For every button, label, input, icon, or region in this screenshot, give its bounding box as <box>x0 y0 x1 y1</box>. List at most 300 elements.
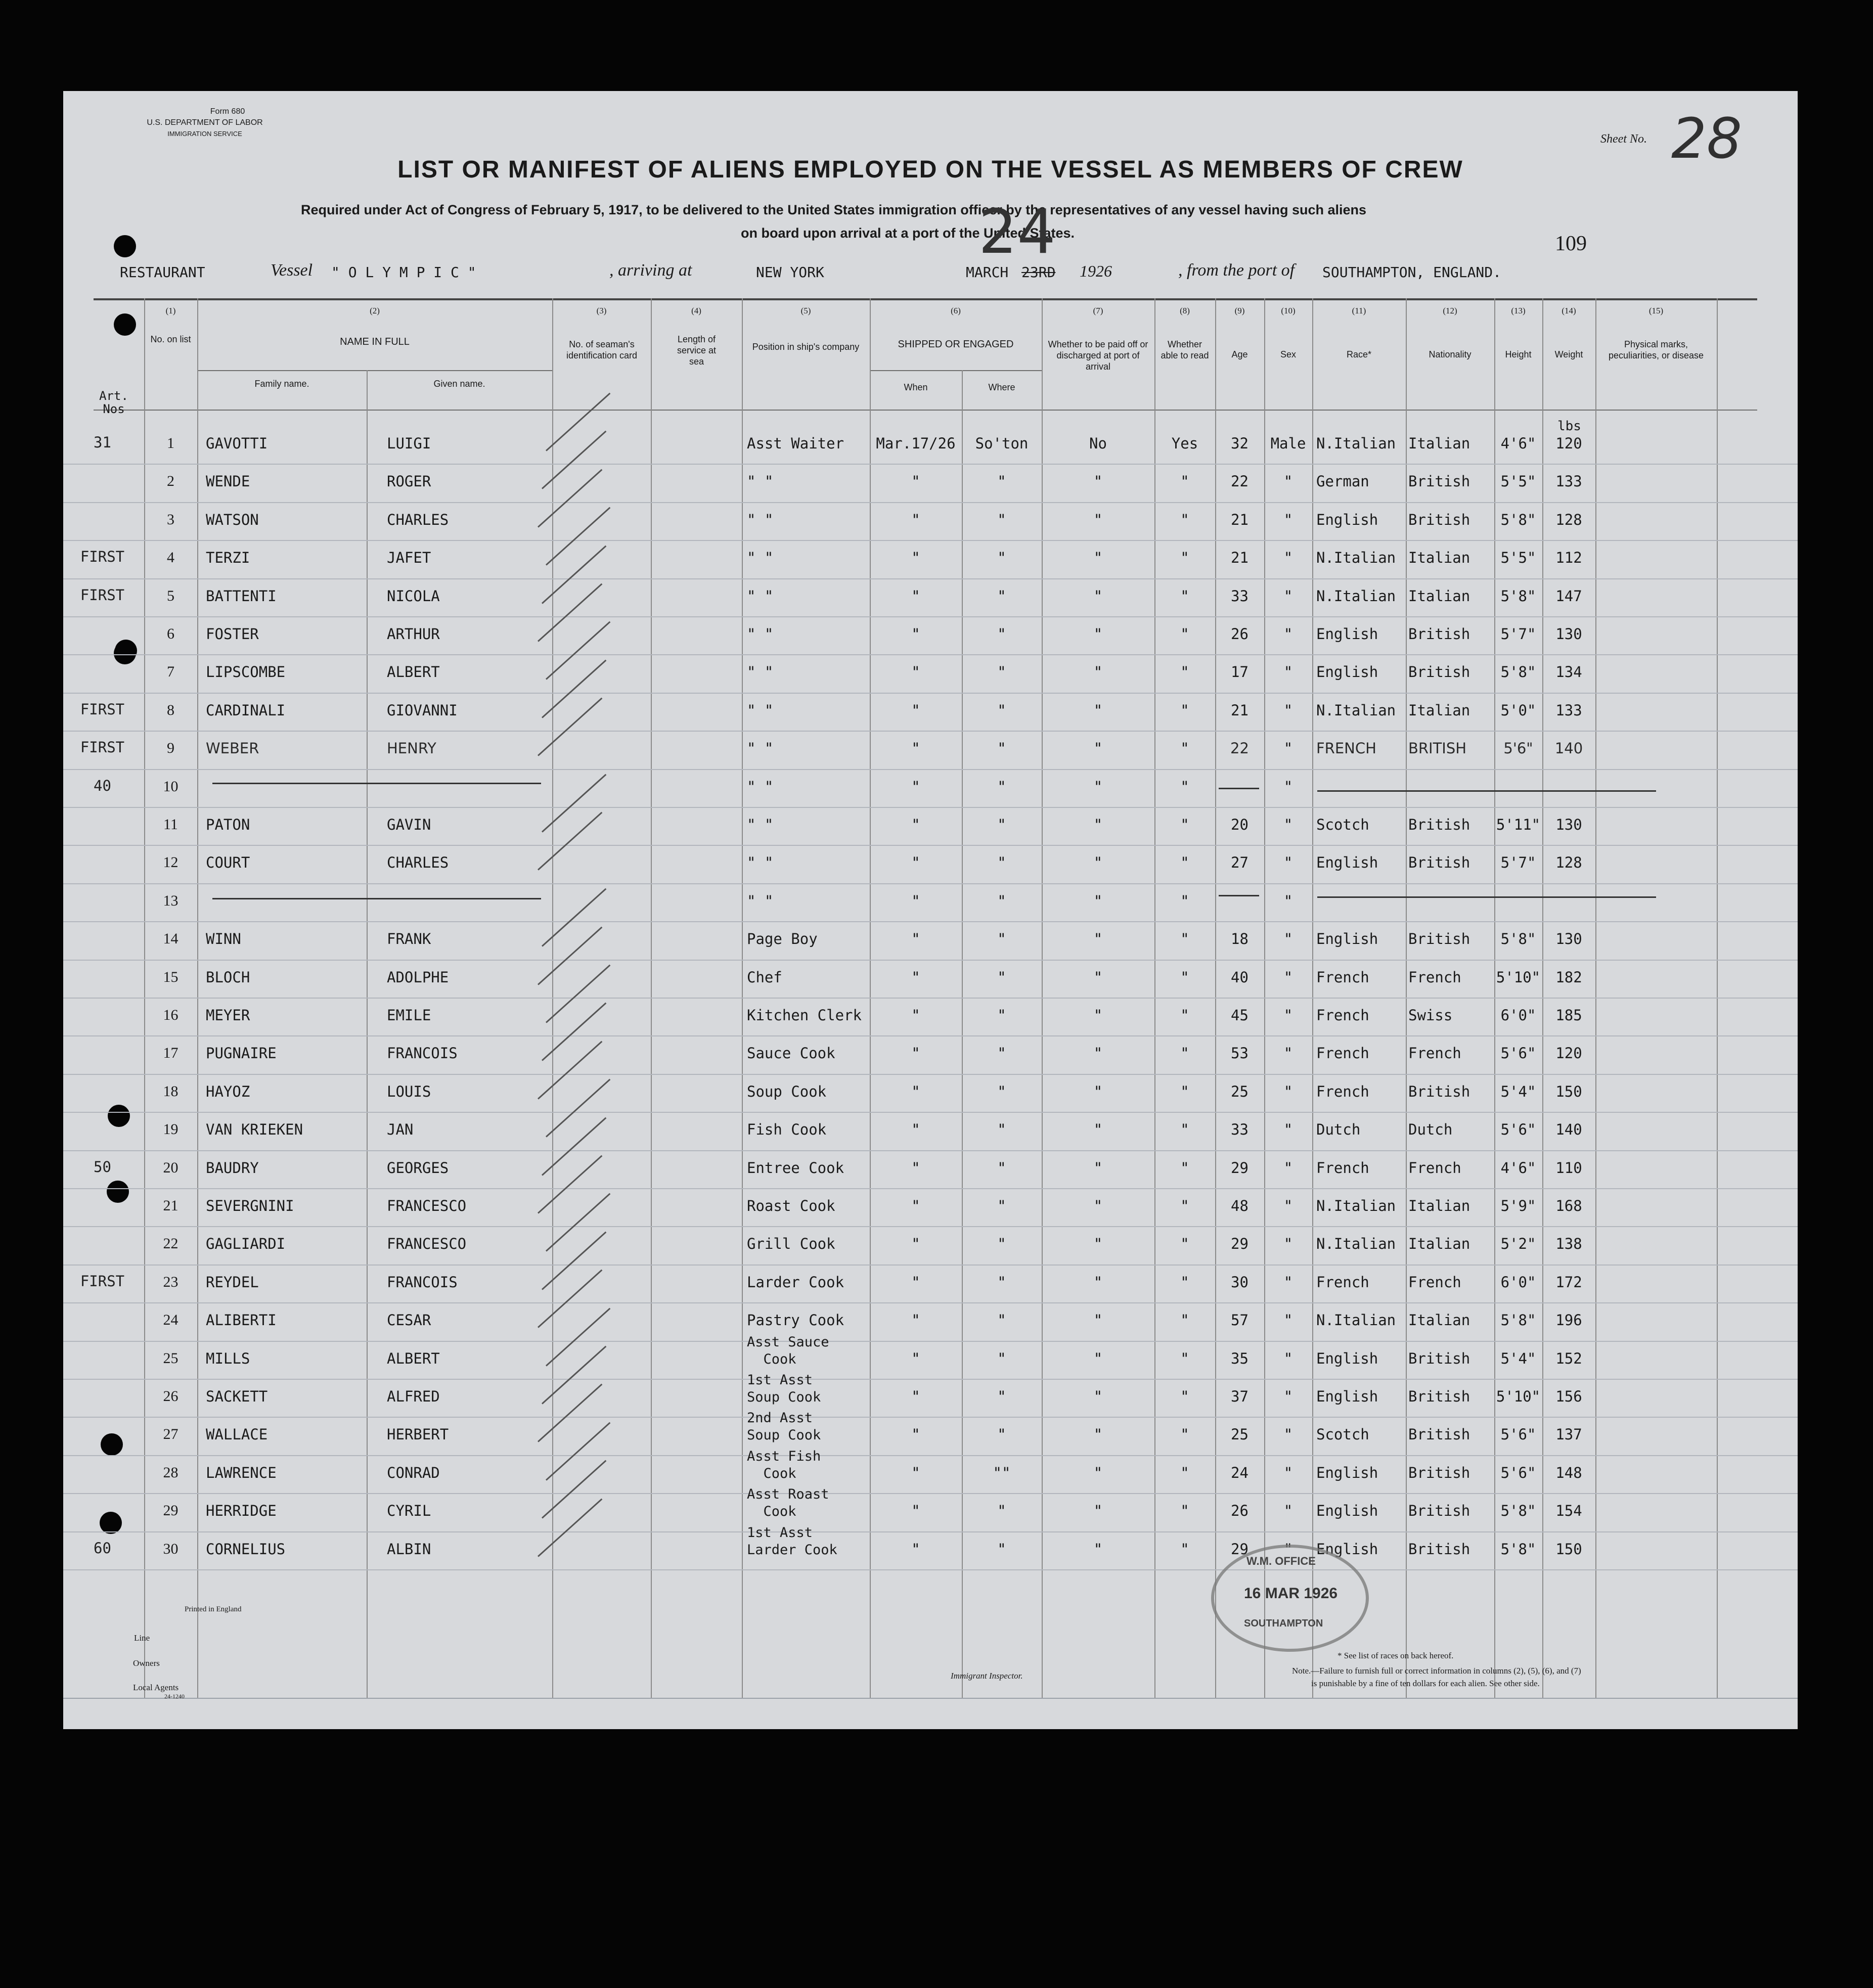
cell-nat: BRITISH <box>1408 740 1467 757</box>
cell-read: " <box>1180 473 1189 490</box>
line-label: Line <box>134 1633 150 1643</box>
cell-where: So'ton <box>975 435 1029 452</box>
cell-where: " <box>997 968 1006 986</box>
cell-height: 5'10" <box>1496 1388 1541 1405</box>
cell-where: " <box>997 930 1006 948</box>
cell-family: TERZI <box>206 549 250 567</box>
cell-nat: British <box>1408 854 1470 872</box>
cell-where: " <box>997 778 1006 795</box>
cell-weight: 137 <box>1555 1426 1582 1443</box>
cell-age: 17 <box>1231 663 1248 681</box>
cell-sex: " <box>1283 511 1293 528</box>
cell-family: WALLACE <box>206 1426 268 1443</box>
col-rule <box>1717 298 1718 1699</box>
cell-when: " <box>911 663 920 681</box>
margin-note: FIRST <box>80 700 125 718</box>
margin-note: 60 <box>94 1539 111 1557</box>
cell-pos: Soup Cook <box>747 1082 827 1100</box>
cell-read: " <box>1180 968 1189 986</box>
cell-sex: " <box>1283 701 1293 719</box>
cell-race: English <box>1316 625 1378 643</box>
col-label-nationality: Nationality <box>1429 349 1471 359</box>
penalty-note-1: Note.—Failure to furnish full or correct information in columns (2), (5), (6), and (7) <box>1292 1666 1581 1676</box>
cell-nat: French <box>1408 1273 1461 1291</box>
row-rule <box>63 731 1798 732</box>
cell-no: 28 <box>163 1464 179 1481</box>
printed-in-england: Printed in England <box>185 1605 242 1613</box>
cell-sex: " <box>1283 930 1293 948</box>
cell-sex: " <box>1283 1388 1293 1405</box>
check-mark-icon <box>538 698 602 756</box>
cell-height: 5'5" <box>1500 549 1536 567</box>
arrival-date-month: MARCH <box>966 264 1009 281</box>
cell-nat: British <box>1408 1082 1470 1100</box>
cell-where: " <box>997 1312 1006 1329</box>
cell-age: 25 <box>1231 1426 1248 1443</box>
row-rule <box>63 883 1798 884</box>
cell-paid: " <box>1093 1082 1103 1100</box>
cell-given: ALBERT <box>387 1349 440 1367</box>
footer-rule <box>63 1698 1798 1699</box>
cell-weight: 130 <box>1555 625 1582 643</box>
cell-age: 29 <box>1231 1235 1248 1253</box>
col-rule <box>197 298 198 1699</box>
col-label-id-card: No. of seaman's identification card <box>566 339 638 360</box>
check-mark-icon <box>546 1193 610 1252</box>
cell-pos: 2nd Asst Soup Cook <box>747 1410 821 1443</box>
cell-paid: " <box>1093 1121 1103 1139</box>
cell-age: 33 <box>1231 1121 1248 1139</box>
cell-family: PATON <box>206 816 250 833</box>
check-mark-icon <box>546 965 610 1023</box>
cell-sex: " <box>1283 1426 1293 1443</box>
cell-nat: British <box>1408 1540 1470 1558</box>
cell-family: CARDINALI <box>206 701 286 719</box>
cell-no: 22 <box>163 1235 179 1252</box>
cell-given: FRANCOIS <box>387 1045 458 1062</box>
cell-when: " <box>911 1235 920 1253</box>
cell-read: " <box>1180 511 1189 528</box>
cell-sex: " <box>1283 1349 1293 1367</box>
cell-no: 7 <box>167 663 174 681</box>
cell-nat: British <box>1408 511 1470 528</box>
cell-family: LAWRENCE <box>206 1464 277 1481</box>
cell-age: 57 <box>1231 1312 1248 1329</box>
cell-weight: 120 <box>1555 435 1582 452</box>
cell-when: " <box>911 816 920 833</box>
cell-when: " <box>911 549 920 567</box>
cell-read: " <box>1180 740 1189 757</box>
cell-height: 5'8" <box>1500 930 1536 948</box>
cell-no: 25 <box>163 1349 179 1367</box>
cell-pos: " " <box>747 816 774 833</box>
cell-family: HERRIDGE <box>206 1502 277 1520</box>
cell-race: French <box>1316 1159 1369 1177</box>
check-mark-icon <box>542 1346 606 1405</box>
cell-sex: " <box>1283 1197 1293 1214</box>
cell-nat: British <box>1408 625 1470 643</box>
cell-where: " <box>997 587 1006 605</box>
row-rule <box>63 1112 1798 1113</box>
cell-read: " <box>1180 1464 1189 1481</box>
cell-given: CHARLES <box>387 511 449 528</box>
cell-pos: " " <box>747 587 774 605</box>
cell-height: 5'6" <box>1500 1045 1536 1062</box>
cell-read: " <box>1180 854 1189 872</box>
cell-when: " <box>911 1540 920 1558</box>
cell-weight: 185 <box>1555 1007 1582 1024</box>
cell-sex: Male <box>1270 435 1306 452</box>
col-num-5: (5) <box>800 306 811 315</box>
cell-family: CORNELIUS <box>206 1540 286 1558</box>
col-rule <box>1406 298 1407 1699</box>
cell-height: 6'0" <box>1500 1007 1536 1024</box>
cell-no: 4 <box>167 549 174 566</box>
cell-where: " <box>997 1502 1006 1520</box>
cell-age: 24 <box>1231 1464 1248 1481</box>
cell-paid: " <box>1093 549 1103 567</box>
cell-when: " <box>911 1388 920 1405</box>
cell-nat: British <box>1408 1388 1470 1405</box>
name-subheader-rule <box>197 370 552 371</box>
cell-family: WINN <box>206 930 241 948</box>
cell-read: " <box>1180 892 1189 910</box>
cell-race: English <box>1316 1502 1378 1520</box>
cell-race: French <box>1316 968 1369 986</box>
cell-read: " <box>1180 1235 1189 1253</box>
col-rule <box>367 370 368 1699</box>
cell-when: " <box>911 930 920 948</box>
cell-age: 21 <box>1231 549 1248 567</box>
cell-where: " <box>997 549 1006 567</box>
cell-race: German <box>1316 473 1369 490</box>
cell-nat: Swiss <box>1408 1007 1453 1024</box>
check-mark-icon <box>538 1041 602 1099</box>
col-num-2: (2) <box>370 306 380 315</box>
cell-paid: " <box>1093 740 1103 757</box>
cell-where: " <box>997 816 1006 833</box>
cell-no: 10 <box>163 778 179 795</box>
cell-pos: Asst Fish Cook <box>747 1448 821 1481</box>
col-rule <box>742 298 743 1699</box>
cell-paid: " <box>1093 892 1103 910</box>
row-rule <box>63 1150 1798 1151</box>
check-mark-icon <box>538 1384 602 1442</box>
cell-sex: " <box>1283 549 1293 567</box>
cell-age: 40 <box>1231 968 1248 986</box>
col-rule <box>651 298 652 1699</box>
row-rule <box>63 1074 1798 1075</box>
row-13-age-strike <box>1219 895 1259 896</box>
cell-race: N.Italian <box>1316 435 1396 452</box>
cell-race: French <box>1316 1007 1369 1024</box>
cell-read: " <box>1180 549 1189 567</box>
check-mark-icon <box>546 507 610 566</box>
col-label-family: Family name. <box>254 379 309 389</box>
cell-where: " <box>997 854 1006 872</box>
cell-height: 5'9" <box>1500 1197 1536 1214</box>
cell-pos: Asst Waiter <box>747 435 844 452</box>
check-mark-icon <box>546 1422 610 1480</box>
row-rule <box>63 807 1798 808</box>
department: U.S. DEPARTMENT OF LABOR <box>147 118 263 127</box>
check-mark-icon <box>542 1231 606 1290</box>
cell-when: " <box>911 1426 920 1443</box>
cell-when: " <box>911 511 920 528</box>
row-rule <box>63 769 1798 770</box>
cell-when: " <box>911 1464 920 1481</box>
cell-height: 4'6" <box>1500 435 1536 452</box>
arrival-date-crossed: 23RD <box>1021 264 1056 281</box>
cell-family: WENDE <box>206 473 250 490</box>
cell-read: " <box>1180 1159 1189 1177</box>
cell-paid: " <box>1093 587 1103 605</box>
cell-family: GAGLIARDI <box>206 1235 286 1253</box>
cell-pos: Entree Cook <box>747 1159 844 1177</box>
cell-paid: " <box>1093 511 1103 528</box>
cell-pos: Larder Cook <box>747 1273 844 1291</box>
cell-sex: " <box>1283 1082 1293 1100</box>
cell-when: " <box>911 778 920 795</box>
cell-family: LIPSCOMBE <box>206 663 286 681</box>
cell-nat: Italian <box>1408 587 1470 605</box>
col-label-position: Position in ship's company <box>752 342 860 352</box>
cell-given: GEORGES <box>387 1159 449 1177</box>
page-number: 109 <box>1555 232 1587 255</box>
cell-age: 25 <box>1231 1082 1248 1100</box>
cell-race: French <box>1316 1082 1369 1100</box>
cell-nat: French <box>1408 1045 1461 1062</box>
cell-where: " <box>997 1045 1006 1062</box>
col-label-when: When <box>904 382 928 392</box>
check-mark-icon <box>546 1079 610 1138</box>
cell-where: " <box>997 1197 1006 1214</box>
cell-read: " <box>1180 1273 1189 1291</box>
col-rule <box>144 298 145 1699</box>
cell-no: 1 <box>167 435 174 451</box>
col-label-no: No. on list <box>150 334 191 344</box>
cell-weight: 182 <box>1555 968 1582 986</box>
cell-height: 5'4" <box>1500 1082 1536 1100</box>
weight-unit: lbs <box>1557 419 1581 434</box>
cell-weight: 147 <box>1555 587 1582 605</box>
cell-race: English <box>1316 511 1378 528</box>
punch-hole <box>107 1181 129 1203</box>
cell-paid: " <box>1093 816 1103 833</box>
header-bottom-rule <box>94 410 1757 411</box>
cell-given: FRANCESCO <box>387 1235 467 1253</box>
cell-height: 5'6" <box>1500 1464 1536 1481</box>
check-mark-icon <box>542 1117 606 1176</box>
cell-paid: " <box>1093 1388 1103 1405</box>
cell-no: 9 <box>167 740 174 757</box>
cell-given: EMILE <box>387 1007 431 1024</box>
from-label: , from the port of <box>1178 261 1295 280</box>
cell-paid: " <box>1093 1464 1103 1481</box>
cell-given: FRANCOIS <box>387 1273 458 1291</box>
cell-sex: " <box>1283 1121 1293 1139</box>
cell-where: " <box>997 1007 1006 1024</box>
row-rule <box>63 540 1798 541</box>
cell-sex: " <box>1283 1312 1293 1329</box>
cell-no: 19 <box>163 1121 179 1138</box>
cell-nat: British <box>1408 1502 1470 1520</box>
col-num-14: (14) <box>1562 306 1576 315</box>
cell-no: 8 <box>167 701 174 718</box>
cell-when: " <box>911 625 920 643</box>
cell-age: 53 <box>1231 1045 1248 1062</box>
check-mark-icon <box>542 1003 606 1061</box>
cell-weight: 134 <box>1555 663 1582 681</box>
cell-when: " <box>911 854 920 872</box>
cell-race: English <box>1316 1388 1378 1405</box>
col-num-8: (8) <box>1180 306 1190 315</box>
cell-paid: No <box>1089 435 1107 452</box>
cell-family: WATSON <box>206 511 259 528</box>
row-rule <box>63 1379 1798 1380</box>
cell-given: FRANK <box>387 930 431 948</box>
cell-age: 29 <box>1231 1159 1248 1177</box>
cell-given: GAVIN <box>387 816 431 833</box>
cell-given: ROGER <box>387 473 431 490</box>
row-rule <box>63 1035 1798 1036</box>
row-10-strike <box>212 783 541 784</box>
col-rule <box>1312 298 1313 1699</box>
col-rule <box>1264 298 1265 1699</box>
cell-nat: Italian <box>1408 701 1470 719</box>
cell-sex: " <box>1283 1464 1293 1481</box>
cell-sex: " <box>1283 663 1293 681</box>
col-label-service: Length of service at sea <box>677 334 717 367</box>
cell-paid: " <box>1093 930 1103 948</box>
cell-sex: " <box>1283 892 1293 910</box>
cell-given: NICOLA <box>387 587 440 605</box>
cell-read: " <box>1180 1082 1189 1100</box>
cell-family: ALIBERTI <box>206 1312 277 1329</box>
row-rule <box>63 654 1798 655</box>
col-label-paid-off: Whether to be paid off or discharged at port of arrival <box>1048 339 1148 372</box>
cell-paid: " <box>1093 1235 1103 1253</box>
cell-height: 5'8" <box>1500 1540 1536 1558</box>
col-label-height: Height <box>1505 349 1532 359</box>
row-rule <box>63 1264 1798 1266</box>
cell-where: " <box>997 473 1006 490</box>
cell-read: " <box>1180 1197 1189 1214</box>
cell-given: HERBERT <box>387 1426 449 1443</box>
departure-port: SOUTHAMPTON, ENGLAND. <box>1322 264 1502 281</box>
cell-sex: " <box>1283 587 1293 605</box>
cell-given: ALBIN <box>387 1540 431 1558</box>
cell-weight: 110 <box>1555 1159 1582 1177</box>
penalty-note-2: is punishable by a fine of ten dollars for each alien. See other side. <box>1311 1679 1540 1688</box>
cell-sex: " <box>1283 854 1293 872</box>
cell-weight: 140 <box>1554 740 1583 757</box>
cell-read: " <box>1180 1349 1189 1367</box>
punch-hole <box>114 235 136 257</box>
cell-given: ALBERT <box>387 663 440 681</box>
cell-when: " <box>911 1349 920 1367</box>
cell-no: 12 <box>163 854 179 871</box>
cell-sex: " <box>1283 1007 1293 1024</box>
row-rule <box>63 845 1798 846</box>
row-rule <box>63 998 1798 999</box>
cell-when: " <box>911 1121 920 1139</box>
cell-nat: Italian <box>1408 1235 1470 1253</box>
subtitle-line-2: on board upon arrival at a port of the United States. <box>741 225 1075 241</box>
col-num-4: (4) <box>691 306 701 315</box>
cell-race: English <box>1316 1464 1378 1481</box>
punch-hole <box>114 313 136 336</box>
cell-family: HAYOZ <box>206 1082 250 1100</box>
cell-race: English <box>1316 854 1378 872</box>
page-title: LIST OR MANIFEST OF ALIENS EMPLOYED ON THE VESSEL AS MEMBERS OF CREW <box>397 156 1463 183</box>
local-agents-label: Local Agents <box>133 1683 179 1692</box>
cell-paid: " <box>1093 625 1103 643</box>
check-mark-icon <box>542 545 606 604</box>
cell-age: 22 <box>1231 473 1248 490</box>
cell-family: FOSTER <box>206 625 259 643</box>
row-rule <box>63 616 1798 617</box>
cell-paid: " <box>1093 854 1103 872</box>
cell-read: " <box>1180 816 1189 833</box>
art-nos-label: Art. Nos <box>99 389 128 416</box>
form-identifier <box>124 106 286 140</box>
cell-where: "" <box>993 1464 1011 1481</box>
row-rule <box>63 464 1798 465</box>
cell-pos: Asst Roast Cook <box>747 1486 829 1520</box>
owners-label: Owners <box>133 1658 160 1668</box>
sheet-number-label: Sheet No. <box>1600 132 1647 146</box>
cell-age: 30 <box>1231 1273 1248 1291</box>
cell-nat: British <box>1408 1349 1470 1367</box>
row-rule <box>63 1455 1798 1456</box>
cell-weight: 156 <box>1555 1388 1582 1405</box>
cell-nat: British <box>1408 663 1470 681</box>
cell-given: CONRAD <box>387 1464 440 1481</box>
cell-read: " <box>1180 625 1189 643</box>
cell-when: " <box>911 1312 920 1329</box>
cell-pos: " " <box>747 473 774 490</box>
cell-paid: " <box>1093 1007 1103 1024</box>
cell-no: 30 <box>163 1540 179 1557</box>
cell-read: " <box>1180 1007 1189 1024</box>
col-label-read: Whether able to read <box>1161 339 1209 360</box>
cell-paid: " <box>1093 1502 1103 1520</box>
cell-read: " <box>1180 701 1189 719</box>
cell-nat: Italian <box>1408 549 1470 567</box>
cell-given: CYRIL <box>387 1502 431 1520</box>
cell-no: 17 <box>163 1045 179 1062</box>
row-rule <box>63 502 1798 503</box>
cell-weight: 133 <box>1555 473 1582 490</box>
cell-pos: Grill Cook <box>747 1235 835 1253</box>
row-rule <box>63 578 1798 579</box>
check-mark-icon <box>542 888 606 947</box>
cell-no: 2 <box>167 473 174 490</box>
col-rule <box>962 370 963 1699</box>
cell-sex: " <box>1283 1540 1293 1558</box>
cell-nat: Italian <box>1408 435 1470 452</box>
cell-paid: " <box>1093 663 1103 681</box>
cell-no: 21 <box>163 1197 179 1214</box>
races-note: * See list of races on back hereof. <box>1337 1651 1454 1660</box>
cell-when: " <box>911 1197 920 1214</box>
cell-where: " <box>997 701 1006 719</box>
cell-age: 26 <box>1231 1502 1248 1520</box>
cell-where: " <box>997 740 1006 757</box>
cell-height: 5'6" <box>1500 1426 1536 1443</box>
cell-family: VAN KRIEKEN <box>206 1121 303 1139</box>
